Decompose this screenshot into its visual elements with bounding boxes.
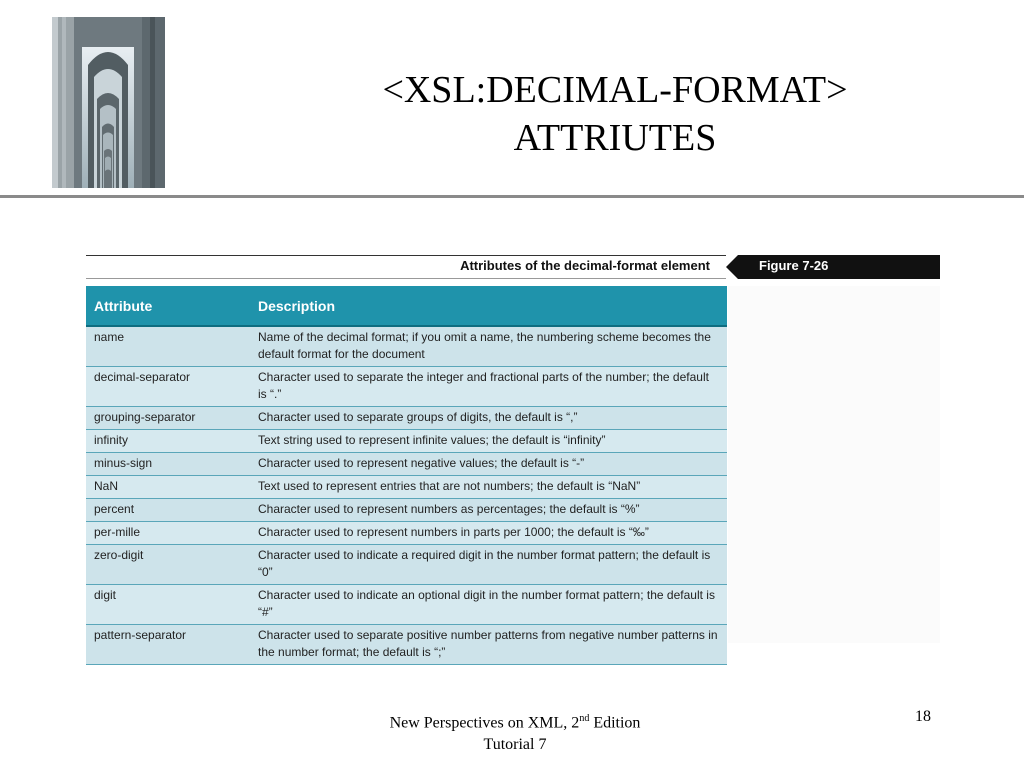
footer-line1 <box>340 708 690 734</box>
figure <box>86 253 940 659</box>
table-row <box>86 625 727 665</box>
table-row <box>86 476 727 499</box>
description-cell: Character used to indicate a required digit in the number format pattern; the default is “0” <box>250 545 727 585</box>
description-cell: Character used to separate groups of digits, the default is “,” <box>250 407 727 430</box>
slide-title <box>255 66 975 162</box>
bridge-arches-photo <box>52 17 165 188</box>
attribute-cell: per-mille <box>86 522 250 545</box>
figure-caption-line <box>86 278 746 279</box>
description-cell: Character used to represent numbers in parts per 1000; the default is “‰” <box>250 522 727 545</box>
attribute-cell: infinity <box>86 430 250 453</box>
column-header-attribute: Attribute <box>86 286 250 326</box>
description-cell: Character used to separate positive number patterns from negative number patterns in the number format; the default is “;” <box>250 625 727 665</box>
page-number: 18 <box>915 708 931 725</box>
table-row <box>86 367 727 407</box>
attribute-cell: percent <box>86 499 250 522</box>
figure-header <box>86 255 940 279</box>
table-row <box>86 453 727 476</box>
footer-edition: Edition <box>589 714 641 732</box>
description-cell: Character used to represent numbers as percentages; the default is “%” <box>250 499 727 522</box>
table-row <box>86 499 727 522</box>
table-row <box>86 326 727 367</box>
slide-title-line1: <XSL:DECIMAL-FORMAT> <box>382 69 848 111</box>
table-row <box>86 585 727 625</box>
figure-caption: Attributes of the decimal-format element <box>460 258 710 273</box>
figure-side-panel <box>728 286 940 643</box>
slide-title-line2: ATTRIUTES <box>513 117 717 159</box>
attribute-cell: digit <box>86 585 250 625</box>
table-row <box>86 545 727 585</box>
attribute-cell: decimal-separator <box>86 367 250 407</box>
title-divider <box>0 195 1024 198</box>
table-row <box>86 430 727 453</box>
table-row <box>86 522 727 545</box>
table-header-row <box>86 286 727 326</box>
footer <box>340 708 690 756</box>
table-body <box>86 326 727 665</box>
attributes-table <box>86 286 727 665</box>
attribute-cell: pattern-separator <box>86 625 250 665</box>
description-cell: Text string used to represent infinite values; the default is “infinity” <box>250 430 727 453</box>
description-cell: Character used to separate the integer and fractional parts of the number; the default is “.” <box>250 367 727 407</box>
attribute-cell: minus-sign <box>86 453 250 476</box>
description-cell: Character used to represent negative values; the default is “-” <box>250 453 727 476</box>
figure-label-tab <box>726 255 940 279</box>
attribute-cell: NaN <box>86 476 250 499</box>
description-cell: Character used to indicate an optional digit in the number format pattern; the default is “#” <box>250 585 727 625</box>
attribute-cell: zero-digit <box>86 545 250 585</box>
footer-line2: Tutorial 7 <box>483 736 547 754</box>
column-header-description: Description <box>250 286 727 326</box>
figure-label: Figure 7-26 <box>759 258 829 273</box>
footer-edition-sup: nd <box>579 713 590 724</box>
attribute-cell: name <box>86 326 250 367</box>
description-cell: Name of the decimal format; if you omit a name, the numbering scheme becomes the default format for the document <box>250 326 727 367</box>
attribute-cell: grouping-separator <box>86 407 250 430</box>
table-row <box>86 407 727 430</box>
footer-book-title: New Perspectives on XML, 2 <box>389 714 580 732</box>
description-cell: Text used to represent entries that are not numbers; the default is “NaN” <box>250 476 727 499</box>
